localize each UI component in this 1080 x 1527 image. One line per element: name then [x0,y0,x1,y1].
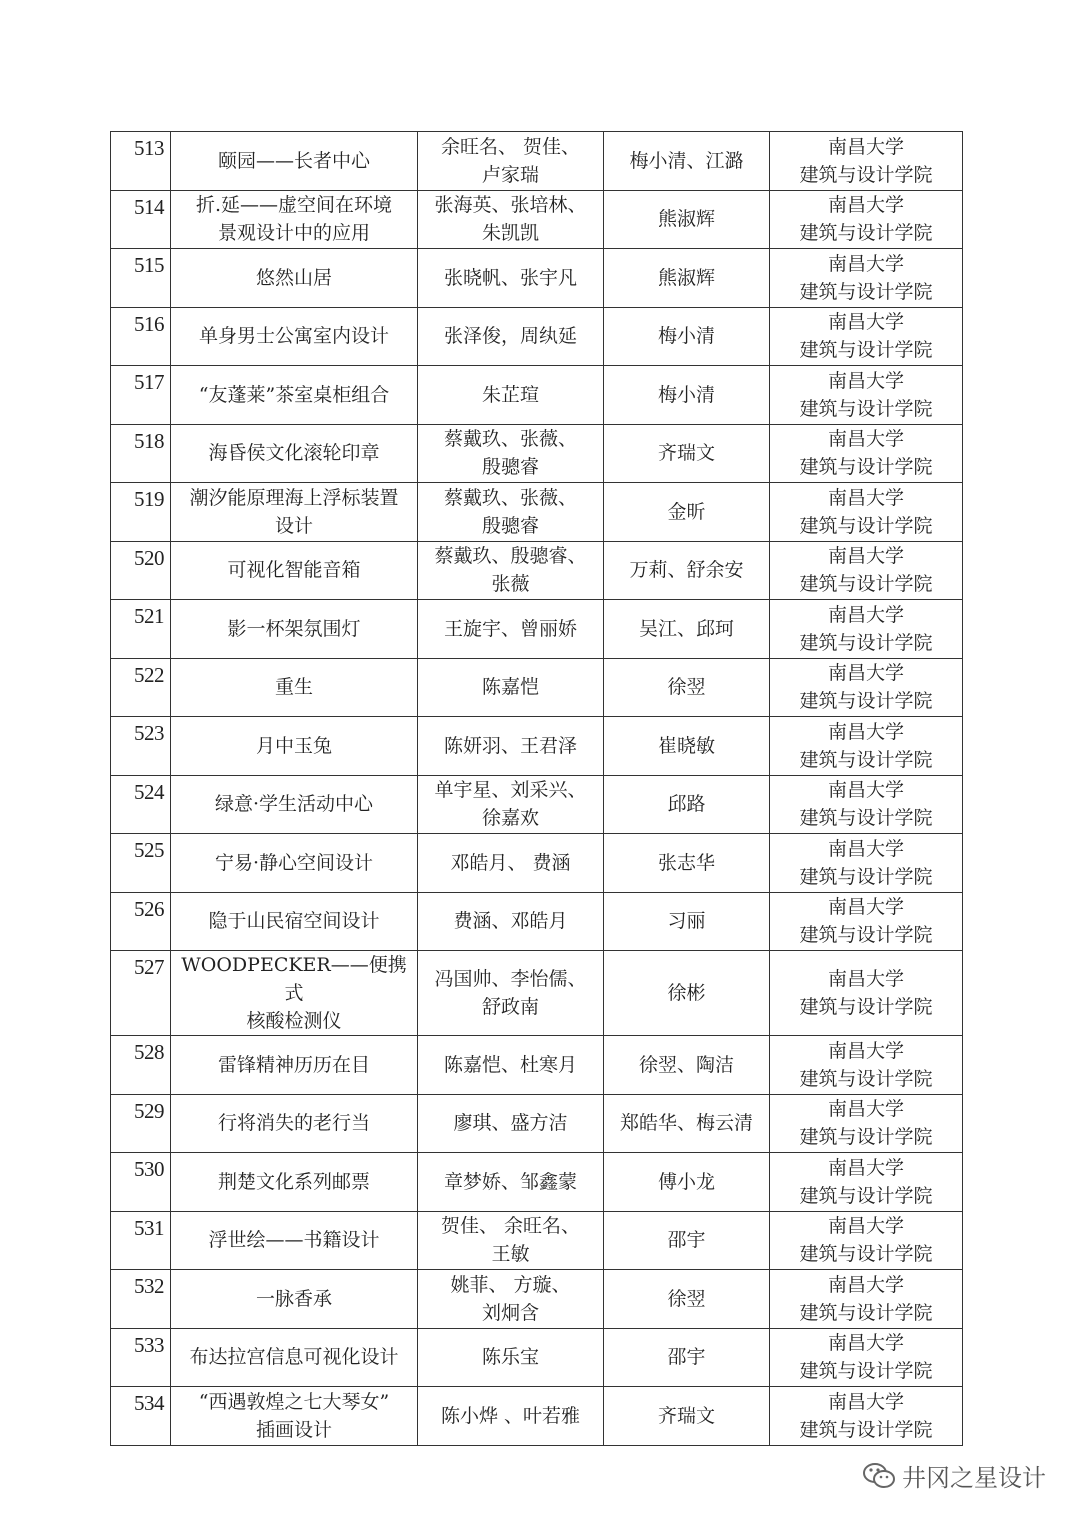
row-number-cell [111,424,171,483]
school: 南昌大学 建筑与设计学院 [799,1273,933,1324]
work-title-cell [171,658,418,717]
authors: 朱芷瑄 [481,383,539,406]
authors-cell [418,717,604,776]
row-number-cell [111,892,171,951]
work-title-cell [171,834,418,893]
row-number: 529 [134,1098,164,1123]
school: 南昌大学 建筑与设计学院 [799,194,933,245]
advisor: 徐翌 [667,1287,706,1310]
table-row [111,424,963,483]
table-row [111,1328,963,1387]
authors: 姚菲、 方璇、 刘炯含 [450,1273,571,1324]
work-title: WOODPECKER——便携式 核酸检测仪 [181,954,407,1032]
school-cell [770,1036,963,1095]
advisor-cell [604,1387,770,1446]
table-row [111,483,963,542]
school: 南昌大学 建筑与设计学院 [799,1156,933,1207]
advisor-cell [604,190,770,249]
authors-cell [418,951,604,1036]
work-title: 宁易·静心空间设计 [214,851,374,874]
table-row [111,1387,963,1446]
authors: 余旺名、 贺佳、 卢家瑞 [440,135,581,186]
work-title-cell [171,190,418,249]
table-row [111,249,963,308]
authors-cell [418,1328,604,1387]
school-cell [770,249,963,308]
row-number: 518 [134,428,164,453]
advisor: 齐瑞文 [657,442,715,465]
school-cell [770,424,963,483]
school: 南昌大学 建筑与设计学院 [799,662,933,713]
award-table [110,131,963,1446]
row-number-cell [111,775,171,834]
advisor: 金昕 [667,500,706,523]
authors-cell [418,1036,604,1095]
row-number: 531 [134,1215,164,1240]
work-title-cell [171,1387,418,1446]
authors-cell [418,1094,604,1153]
work-title: 颐园——长者中心 [217,149,370,172]
work-title: 潮汐能原理海上浮标装置 设计 [189,486,399,537]
authors-cell [418,541,604,600]
advisor: 傅小龙 [657,1170,715,1193]
work-title-cell [171,483,418,542]
row-number-cell [111,717,171,776]
work-title-cell [171,1094,418,1153]
advisor: 齐瑞文 [657,1404,715,1427]
advisor: 徐翌 [667,676,706,699]
row-number: 533 [134,1332,164,1357]
school-cell [770,600,963,659]
row-number-cell [111,307,171,366]
table-row [111,834,963,893]
row-number: 516 [134,311,164,336]
advisor-cell [604,658,770,717]
table-row [111,600,963,659]
table-row [111,892,963,951]
authors-cell [418,424,604,483]
work-title-cell [171,951,418,1036]
advisor-cell [604,892,770,951]
row-number: 525 [134,838,164,862]
authors-cell [418,249,604,308]
authors: 廖琪、盛方洁 [453,1112,568,1135]
watermark-text: 井冈之星设计 [902,1464,1046,1492]
row-number: 513 [134,136,164,160]
wechat-icon [862,1461,896,1491]
school-cell [770,951,963,1036]
authors: 贺佳、 余旺名、 王敏 [440,1215,581,1266]
work-title-cell [171,1153,418,1212]
work-title-cell [171,424,418,483]
work-title-cell [171,892,418,951]
table-row [111,366,963,425]
advisor: 万莉、舒余安 [629,559,744,582]
row-number-cell [111,249,171,308]
advisor: 熊淑辉 [657,266,715,289]
work-title: 雷锋精神历历在目 [217,1053,370,1076]
row-number: 527 [134,955,164,979]
school: 南昌大学 建筑与设计学院 [799,1039,933,1090]
authors-cell [418,307,604,366]
authors: 费涵、邓皓月 [453,910,568,933]
row-number-cell [111,132,171,191]
school: 南昌大学 建筑与设计学院 [799,311,933,362]
work-title: 一脉香承 [255,1287,332,1310]
work-title: 绿意·学生活动中心 [214,793,374,816]
work-title: 单身男士公寓室内设计 [198,325,389,348]
watermark [862,1458,1046,1493]
school: 南昌大学 建筑与设计学院 [799,968,933,1018]
table-row [111,717,963,776]
work-title-cell [171,249,418,308]
advisor: 徐翌、陶洁 [638,1053,734,1076]
row-number-cell [111,366,171,425]
advisor: 梅小清 [657,383,715,406]
work-title: 月中玉兔 [255,734,332,757]
work-title: 悠然山居 [255,266,332,289]
work-title-cell [171,366,418,425]
authors-cell [418,366,604,425]
authors: 王旋宇、曾丽娇 [443,617,577,640]
authors: 陈妍羽、王君泽 [443,734,577,757]
school-cell [770,541,963,600]
authors-cell [418,1211,604,1270]
authors: 张晓帆、张宇凡 [443,266,577,289]
authors: 单宇星、刘采兴、 徐嘉欢 [434,779,587,830]
school-cell [770,307,963,366]
advisor: 熊淑辉 [657,208,715,231]
authors: 陈乐宝 [481,1346,539,1369]
work-title: 折.延——虚空间在环境 景观设计中的应用 [195,194,393,245]
school: 南昌大学 建筑与设计学院 [799,720,933,771]
advisor: 吴江、邱珂 [638,617,734,640]
row-number-cell [111,1153,171,1212]
authors-cell [418,1387,604,1446]
work-title: 荆楚文化系列邮票 [217,1170,370,1193]
advisor: 邵宇 [667,1229,706,1252]
authors-cell [418,892,604,951]
advisor-cell [604,483,770,542]
work-title: “西遇敦煌之七大琴女” 插画设计 [198,1390,390,1441]
advisor: 张志华 [657,851,715,874]
advisor-cell [604,600,770,659]
row-number-cell [111,600,171,659]
work-title: “友蓬莱”茶室桌柜组合 [198,383,390,406]
row-number-cell [111,190,171,249]
row-number-cell [111,1270,171,1329]
table-row [111,307,963,366]
work-title-cell [171,541,418,600]
advisor-cell [604,1036,770,1095]
row-number: 530 [134,1157,164,1181]
authors: 张海英、张培林、 朱凯凯 [434,194,587,245]
school-cell [770,1387,963,1446]
table-row [111,951,963,1036]
work-title: 隐于山民宿空间设计 [208,910,380,933]
school-cell [770,1211,963,1270]
row-number: 524 [134,779,164,804]
school-cell [770,1328,963,1387]
work-title-cell [171,1328,418,1387]
row-number-cell [111,1211,171,1270]
authors-cell [418,1153,604,1212]
school: 南昌大学 建筑与设计学院 [799,486,933,537]
work-title-cell [171,717,418,776]
school: 南昌大学 建筑与设计学院 [799,545,933,596]
advisor-cell [604,717,770,776]
authors-cell [418,483,604,542]
advisor-cell [604,307,770,366]
work-title-cell [171,1036,418,1095]
row-number: 517 [134,370,164,394]
authors-cell [418,132,604,191]
advisor-cell [604,1153,770,1212]
advisor: 梅小清、江潞 [629,149,744,172]
authors: 章梦娇、邹鑫蒙 [443,1170,577,1193]
table-row [111,190,963,249]
authors: 蔡戴玖、张薇、 殷骢睿 [443,486,577,537]
advisor: 郑皓华、梅云清 [619,1112,753,1135]
school: 南昌大学 建筑与设计学院 [799,1098,933,1149]
row-number-cell [111,483,171,542]
row-number-cell [111,1036,171,1095]
authors: 陈嘉恺、杜寒月 [443,1053,577,1076]
table-row [111,775,963,834]
work-title-cell [171,307,418,366]
row-number: 534 [134,1391,164,1415]
school-cell [770,834,963,893]
authors: 陈小烨 、叶若雅 [440,1404,581,1427]
row-number: 532 [134,1274,164,1298]
table-row [111,1094,963,1153]
advisor-cell [604,1094,770,1153]
row-number: 526 [134,896,164,921]
work-title: 海昏侯文化滚轮印章 [208,442,380,465]
authors: 陈嘉恺 [481,676,539,699]
school: 南昌大学 建筑与设计学院 [799,1332,933,1383]
school: 南昌大学 建筑与设计学院 [799,779,933,830]
table-row [111,541,963,600]
school: 南昌大学 建筑与设计学院 [799,369,933,420]
work-title: 重生 [274,676,313,699]
advisor-cell [604,1211,770,1270]
advisor: 梅小清 [657,325,715,348]
row-number-cell [111,1387,171,1446]
school: 南昌大学 建筑与设计学院 [799,603,933,654]
advisor: 邵宇 [667,1346,706,1369]
advisor: 徐彬 [667,982,706,1004]
work-title: 浮世绘——书籍设计 [208,1229,380,1252]
work-title: 影一杯架氛围灯 [227,617,361,640]
school-cell [770,658,963,717]
authors-cell [418,775,604,834]
advisor-cell [604,366,770,425]
row-number: 515 [134,253,164,277]
advisor-cell [604,424,770,483]
school: 南昌大学 建筑与设计学院 [799,1390,933,1441]
school: 南昌大学 建筑与设计学院 [799,135,933,186]
advisor: 崔晓敏 [657,734,715,757]
school: 南昌大学 建筑与设计学院 [799,896,933,947]
advisor: 邱路 [667,793,706,816]
authors: 邓皓月、 费涵 [450,851,571,874]
school-cell [770,717,963,776]
row-number-cell [111,658,171,717]
school-cell [770,1153,963,1212]
row-number: 522 [134,662,164,687]
row-number-cell [111,541,171,600]
advisor-cell [604,132,770,191]
table-row [111,1211,963,1270]
row-number: 521 [134,604,164,628]
row-number: 528 [134,1040,164,1064]
school: 南昌大学 建筑与设计学院 [799,252,933,303]
advisor-cell [604,1328,770,1387]
advisor-cell [604,249,770,308]
row-number-cell [111,1094,171,1153]
advisor-cell [604,951,770,1036]
work-title-cell [171,1270,418,1329]
advisor: 习丽 [667,910,706,933]
authors-cell [418,190,604,249]
authors-cell [418,1270,604,1329]
table-row [111,658,963,717]
row-number: 519 [134,487,164,511]
school-cell [770,1094,963,1153]
row-number: 523 [134,721,164,745]
authors-cell [418,834,604,893]
work-title-cell [171,132,418,191]
advisor-cell [604,775,770,834]
advisor-cell [604,541,770,600]
advisor-cell [604,1270,770,1329]
table-row [111,1270,963,1329]
table-row [111,1153,963,1212]
school-cell [770,190,963,249]
authors: 张泽俊，周纨延 [443,325,577,348]
authors: 蔡戴玖、殷骢睿、 张薇 [434,545,587,596]
row-number-cell [111,834,171,893]
school-cell [770,1270,963,1329]
work-title-cell [171,775,418,834]
school-cell [770,483,963,542]
school: 南昌大学 建筑与设计学院 [799,837,933,888]
table-row [111,132,963,191]
row-number-cell [111,1328,171,1387]
authors: 蔡戴玖、张薇、 殷骢睿 [443,428,577,479]
work-title: 可视化智能音箱 [227,559,361,582]
school-cell [770,892,963,951]
row-number: 514 [134,194,164,219]
authors: 冯国帅、李怡儒、 舒政南 [434,968,587,1018]
row-number-cell [111,951,171,1036]
work-title-cell [171,1211,418,1270]
work-title-cell [171,600,418,659]
advisor-cell [604,834,770,893]
school-cell [770,775,963,834]
school: 南昌大学 建筑与设计学院 [799,428,933,479]
authors-cell [418,658,604,717]
work-title: 行将消失的老行当 [217,1112,370,1135]
row-number: 520 [134,545,164,570]
school-cell [770,366,963,425]
table-row [111,1036,963,1095]
work-title: 布达拉宫信息可视化设计 [189,1346,399,1369]
school: 南昌大学 建筑与设计学院 [799,1215,933,1266]
authors-cell [418,600,604,659]
table-body [111,132,963,1446]
school-cell [770,132,963,191]
